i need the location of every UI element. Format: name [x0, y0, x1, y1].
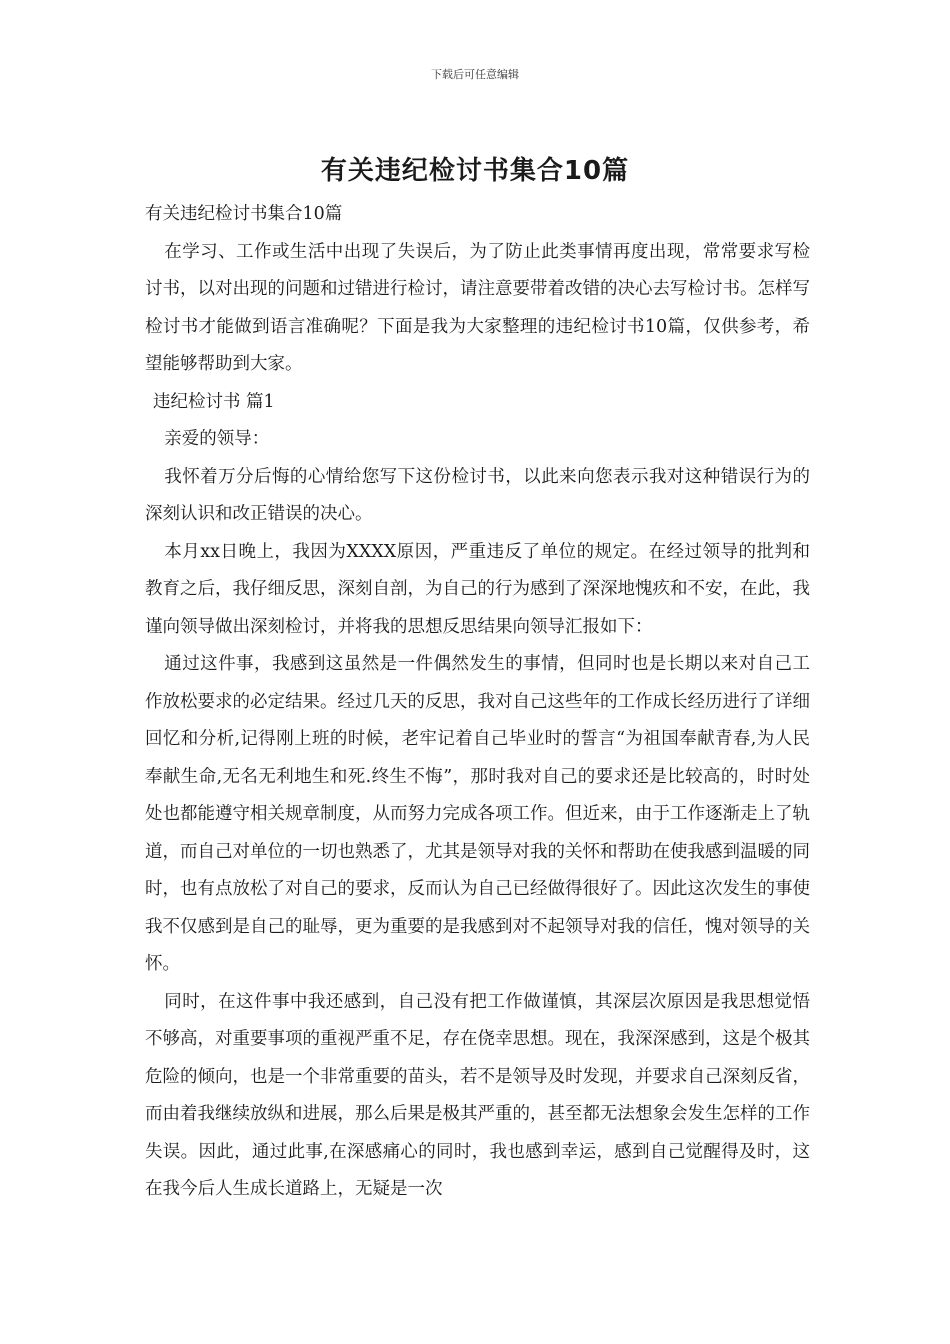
section-heading: 违纪检讨书 篇1: [153, 391, 275, 412]
body-paragraph: 通过这件事，我感到这虽然是一件偶然发生的事情，但同时也是长期以来对自己工作放松要求的必定结果。经过几天的反思，我对自己这些年的工作成长经历进行了详细回忆和分析,记得刚上班的时候，老牢记着自己毕业时的誓言“为祖国奉献青春,为人民奉献生命,无名无利地生和死.终生不悔”，那时我对自己的要求还是比较高的，时时处处也都能遵守相关规章制度，从而努力完成各项工作。但近来，由于工作逐渐走上了轨道，而自己对单位的一切也熟悉了，尤其是领导对我的关怀和帮助在使我感到温暖的同时，也有点放松了对自己的要求，反而认为自己已经做得很好了。因此这次发生的事使我不仅感到是自己的耻辱，更为重要的是我感到对不起领导对我的信任，愧对领导的关怀。: [145, 654, 810, 974]
document-title: 有关违纪检讨书集合10篇: [320, 156, 630, 186]
salutation: 亲爱的领导：: [164, 429, 270, 449]
subtitle-line: 有关违纪检讨书集合10篇: [145, 204, 343, 224]
body-paragraph: 同时，在这件事中我还感到，自己没有把工作做谨慎，其深层次原因是我思想觉悟不够高，对重要事项的重视严重不足，存在侥幸思想。现在，我深深感到，这是个极其危险的倾向，也是一个非常重要的苗头，若不是领导及时发现，并要求自己深刻反省，而由着我继续放纵和进展，那么后果是极其严重的，甚至都无法想象会发生怎样的工作失误。因此，通过此事,在深感痛心的同时，我也感到幸运，感到自己觉醒得及时，这在我今后人生成长道路上，无疑是一次: [145, 991, 810, 1199]
header-note: 下载后可任意编辑: [431, 68, 519, 81]
body-paragraph: 本月xx日晚上，我因为XXXX原因，严重违反了单位的规定。在经过领导的批判和教育之后，我仔细反思，深刻自剖，为自己的行为感到了深深地愧疚和不安，在此，我谨向领导做出深刻检讨，并将我的思想反思结果向领导汇报如下：: [145, 541, 810, 637]
intro-paragraph: 在学习、工作或生活中出现了失误后，为了防止此类事情再度出现，常常要求写检讨书，以对出现的问题和过错进行检讨，请注意要带着改错的决心去写检讨书。怎样写检讨书才能做到语言准确呢？下面是我为大家整理的违纪检讨书10篇，仅供参考，希望能够帮助到大家。: [145, 241, 810, 374]
document-body: [145, 196, 810, 1209]
body-paragraph: 我怀着万分后悔的心情给您写下这份检讨书，以此来向您表示我对这种错误行为的深刻认识和改正错误的决心。: [145, 466, 810, 524]
